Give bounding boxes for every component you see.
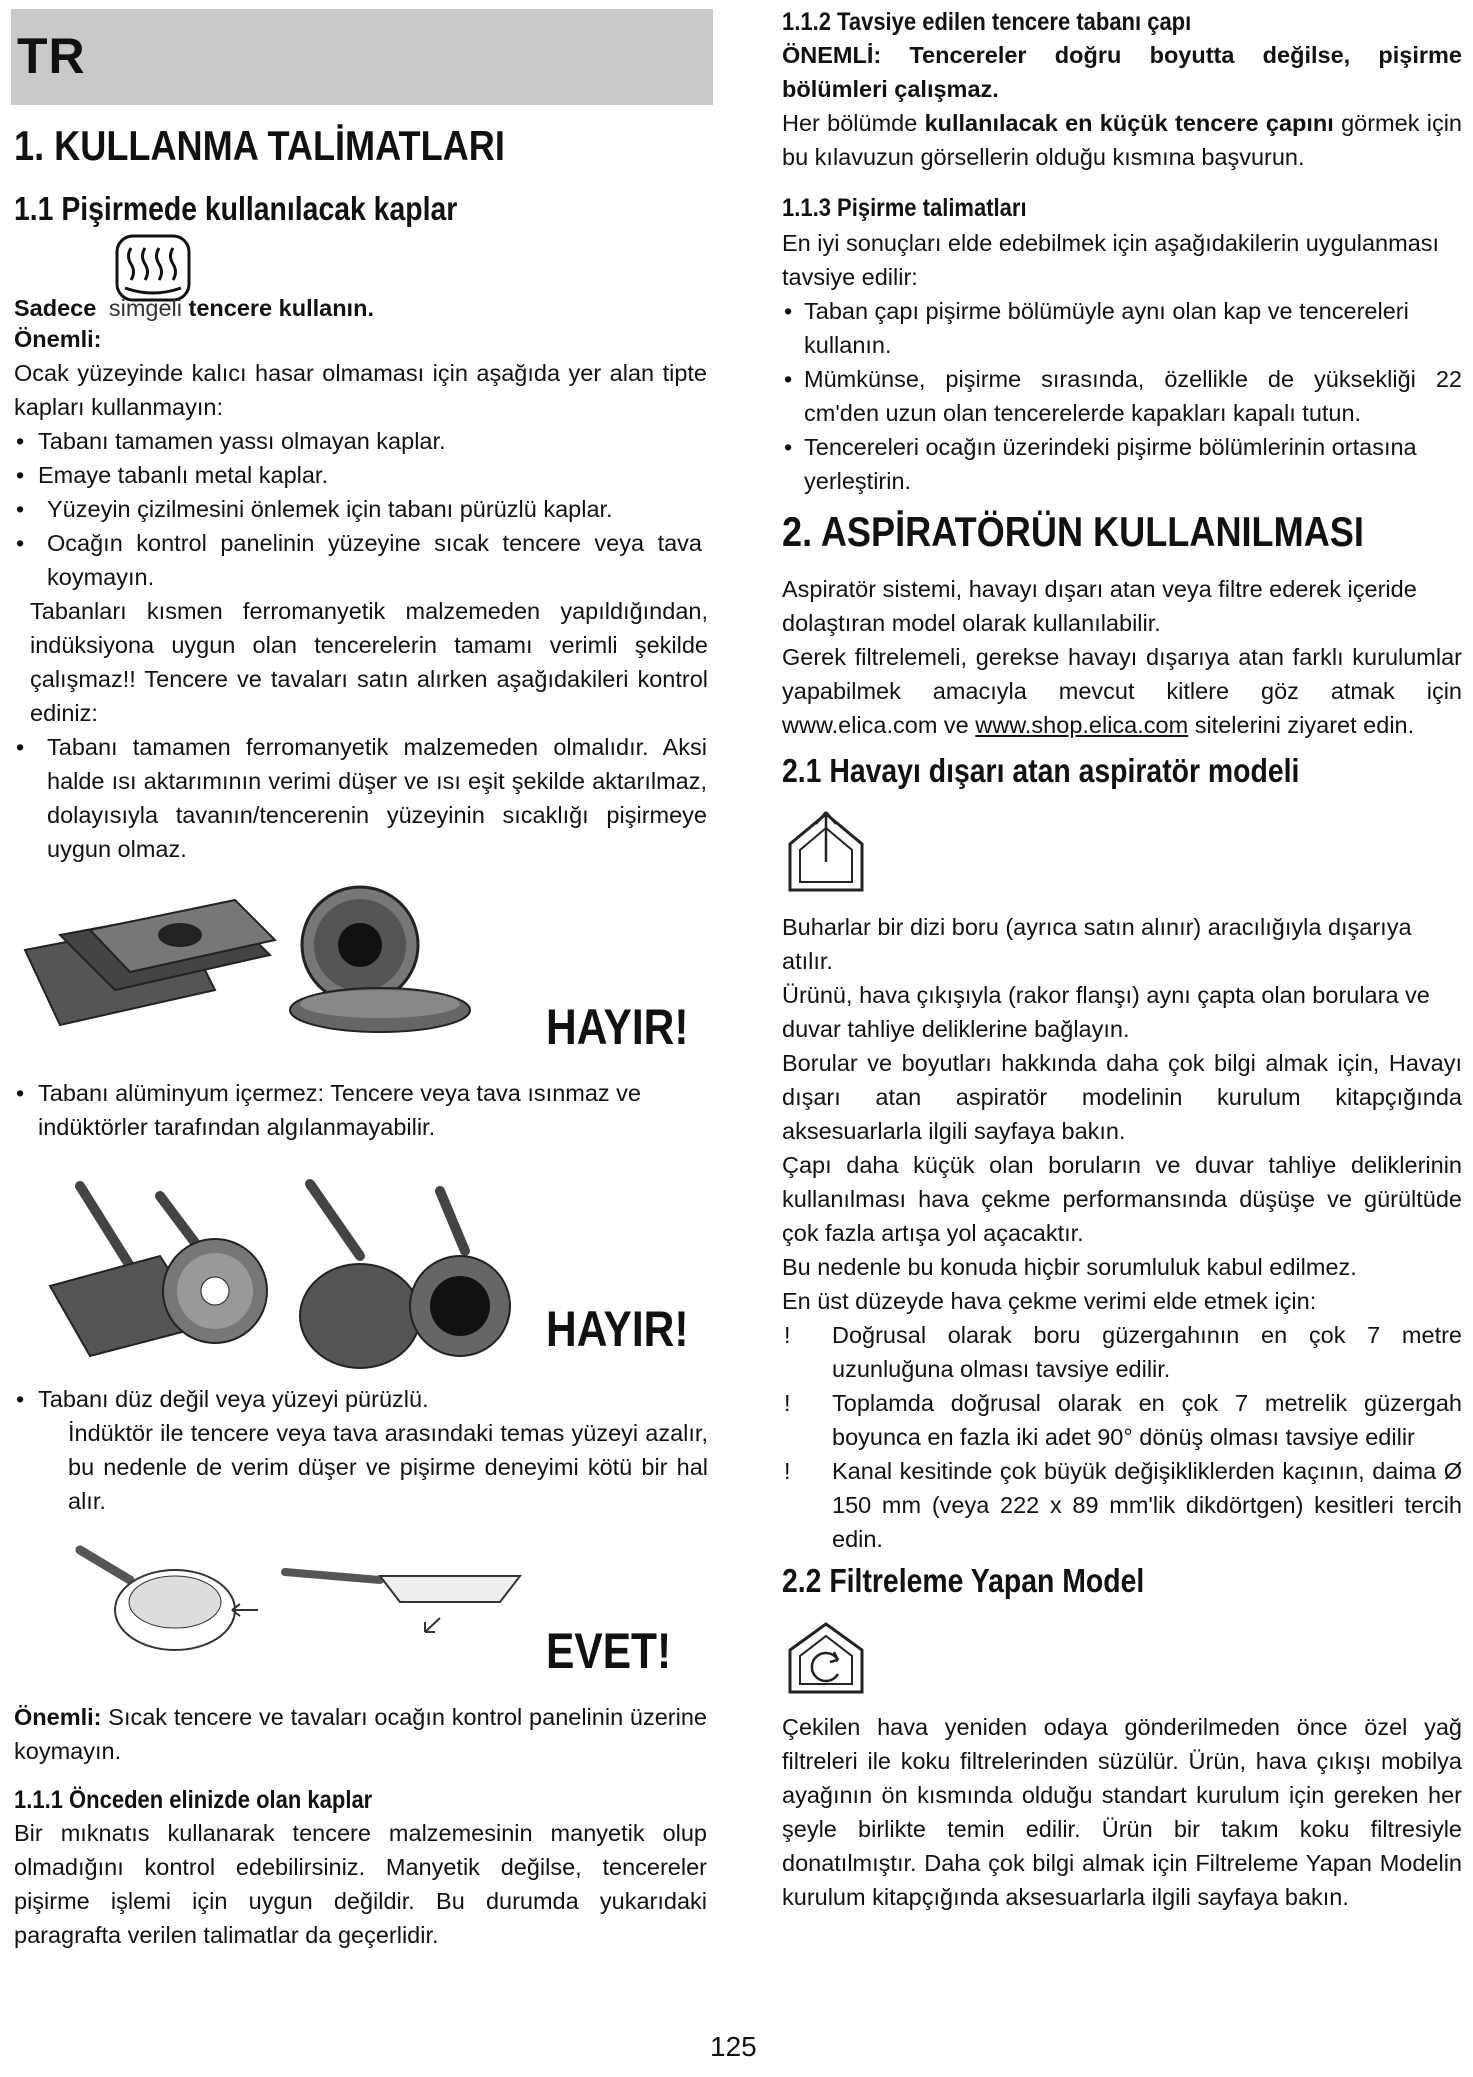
tip-section: Kanal kesitinde çok büyük değişikliklerden kaçının, daima Ø 150 mm (veya 222 x 89 mm'lik dikdörtgen) kesitleri tercih edin. [832, 1458, 1462, 1552]
yes-label: EVET! [546, 1623, 672, 1679]
page-number: 125 [710, 2031, 757, 2062]
ducted-paragraph-5: Bu nedenle bu konuda hiçbir sorumluluk kabul edilmez. [782, 1254, 1357, 1280]
bullet-hot-pan: Ocağın kontrol panelinin yüzeyine sıcak tencere veya tava koymayın. [47, 530, 702, 590]
ducted-paragraph-3: Borular ve boyutları hakkında daha çok bilgi almak için, Havayı dışarı atan aspiratör modelinin kurulum kitapçığında aksesuarlarla ilgili sayfaya bakın. [782, 1050, 1462, 1144]
griddle-and-paella-pan-illustration [20, 880, 540, 1040]
section-1-1-2-title: 1.1.2 Tavsiye edilen tencere tabanı çapı [782, 8, 1192, 36]
language-code: TR [17, 28, 86, 84]
section-2-2-title: 2.2 Filtreleme Yapan Model [782, 1562, 1145, 1599]
filtering-model-icon [786, 1620, 866, 1696]
contact-surface-paragraph: İndüktör ile tencere veya tava arasındaki temas yüzeyi azalır, bu nedenle de verim düşer ve pişirme deneyimi kötü bir hal alır. [68, 1420, 708, 1514]
only-symbol-line: Sadece simgeli tencere kullanın. [14, 295, 374, 321]
no-label-1: HAYIR! [546, 999, 689, 1055]
filtering-paragraph: Çekilen hava yeniden odaya gönderilmeden önce özel yağ filtreleri ile koku filtrelerinden süzülür. Ürün, hava çıkışı mobilya ayağının ön kısmında olduğu standart kurulum için gereken her şeyle birlikte temin edilir. Ürün bir takım koku filtresiyle donatılmıştır. Daha çok bilgi almak için Filtreleme Yapan Modelin kurulum kitapçığında aksesuarlarla ilgili sayfaya bakın. [782, 1714, 1462, 1910]
important-size-note: ÖNEMLİ: Tencereler doğru boyutta değilse, pişirme bölümleri çalışmaz. [782, 42, 1462, 102]
bullet-aluminium: Tabanı alüminyum içermez: Tencere veya tava ısınmaz ve indüktörler tarafından algılanmayabilir. [38, 1080, 642, 1140]
no-label-2: HAYIR! [546, 1301, 689, 1357]
magnet-paragraph: Bir mıknatıs kullanarak tencere malzemesinin manyetik olup olmadığını kontrol edebilirsiniz. Manyetik değilse, tencereler pişirme işlemi için uygun değildir. Bu durumda yukarıdaki paragrafta verilen talimatlar da geçerlidir. [14, 1820, 707, 1948]
section-2-1-title: 2.1 Havayı dışarı atan aspiratör modeli [782, 752, 1300, 789]
important-label: Önemli: [14, 326, 102, 352]
flat-pans-illustration [60, 1540, 540, 1660]
min-diameter-paragraph: Her bölümde kullanılacak en küçük tencere çapını görmek için bu kılavuzun görsellerin olduğu kısmına başvurun. [782, 110, 1462, 170]
language-tab [11, 9, 713, 105]
cooking-bullet-center: Tencereleri ocağın üzerindeki pişirme bölümlerinin ortasına yerleştirin. [804, 434, 1417, 494]
kits-paragraph: Gerek filtrelemeli, gerekse havayı dışarıya atan farklı kurulumlar yapabilmek amacıyla mevcut kitlere göz atmak için www.elica.com ve www.shop.elica.com sitelerini ziyaret edin. [782, 644, 1462, 738]
exclamation-marker: ! [784, 1322, 791, 1348]
bullet-not-flat-rough: Tabanı düz değil veya yüzeyi pürüzlü. [38, 1386, 429, 1412]
ducted-model-icon [786, 810, 866, 894]
ducted-paragraph-4: Çapı daha küçük olan boruların ve duvar tahliye deliklerinin kullanılması hava çekme performansında düşüşe ve gürültüde çok fazla artışa yol açacaktır. [782, 1152, 1462, 1246]
cooking-bullet-base-diameter: Taban çapı pişirme bölümüyle aynı olan kap ve tencereleri kullanın. [804, 298, 1409, 358]
section-2-title: 2. ASPİRATÖRÜN KULLANILMASI [782, 508, 1364, 555]
ducted-paragraph-6: En üst düzeyde hava çekme verimi elde etmek için: [782, 1288, 1317, 1314]
section-1-1-3-title: 1.1.3 Pişirme talimatları [782, 194, 1027, 222]
exclamation-marker: ! [784, 1458, 791, 1484]
cooking-bullet-lids: Mümkünse, pişirme sırasında, özellikle de yüksekliği 22 cm'den uzun olan tencerelerde kapakları kapalı tutun. [804, 366, 1462, 426]
section-1-title: 1. KULLANMA TALİMATLARI [14, 122, 505, 169]
important-hot-pans: Önemli: Sıcak tencere ve tavaları ocağın kontrol panelinin üzerine koymayın. [14, 1704, 707, 1764]
bullet-rough: Yüzeyin çizilmesini önlemek için tabanı pürüzlü kaplar. [47, 496, 613, 522]
bullet-ferromagnetic: Tabanı tamamen ferromanyetik malzemeden olmalıdır. Aksi halde ısı aktarımının verimi düşer ve ısı eşit şekilde aktarılmaz, dolayısıyla tavanın/tencerenin yüzeyinin sıcaklığı pişirmeye uygun olmaz. [47, 734, 707, 862]
section-1-1-title: 1.1 Pişirmede kullanılacak kaplar [14, 190, 458, 227]
bullet-enamel: Emaye tabanlı metal kaplar. [38, 462, 328, 488]
intro-paragraph: Ocak yüzeyinde kalıcı hasar olmaması için aşağıda yer alan tipte kapları kullanmayın: [14, 360, 707, 420]
ferromagnetic-paragraph: Tabanları kısmen ferromanyetik malzemeden yapıldığından, indüksiyona uygun olan tencerelerin tamamı verimli şekilde çalışmaz!! Tencere ve tavaları satın alırken aşağıdakileri kontrol ediniz: [30, 598, 708, 726]
tip-pipe-length: Doğrusal olarak boru güzergahının en çok 7 metre uzunluğuna olması tavsiye edilir. [832, 1322, 1462, 1382]
ducted-paragraph-1: Buharlar bir dizi boru (ayrıca satın alınır) aracılığıyla dışarıya atılır. [782, 914, 1412, 974]
bullet-not-flat: Tabanı tamamen yassı olmayan kaplar. [38, 428, 446, 454]
tip-bends: Toplamda doğrusal olarak en çok 7 metrelik güzergah boyunca en fazla iki adet 90° dönüş olması tavsiye edilir [832, 1390, 1462, 1450]
ducted-paragraph-2: Ürünü, hava çıkışıyla (rakor flanşı) aynı çapta olan borulara ve duvar tahliye deliklerine bağlayın. [782, 982, 1430, 1042]
section-1-1-1-title: 1.1.1 Önceden elinizde olan kaplar [14, 1786, 373, 1814]
shop-link[interactable]: www.shop.elica.com [975, 712, 1189, 738]
cooking-intro: En iyi sonuçları elde edebilmek için aşağıdakilerin uygulanması tavsiye edilir: [782, 230, 1440, 290]
exclamation-marker: ! [784, 1390, 791, 1416]
grill-pans-illustration [40, 1176, 560, 1376]
hood-system-paragraph: Aspiratör sistemi, havayı dışarı atan veya filtre ederek içeride dolaştıran model olarak kullanılabilir. [782, 576, 1417, 636]
